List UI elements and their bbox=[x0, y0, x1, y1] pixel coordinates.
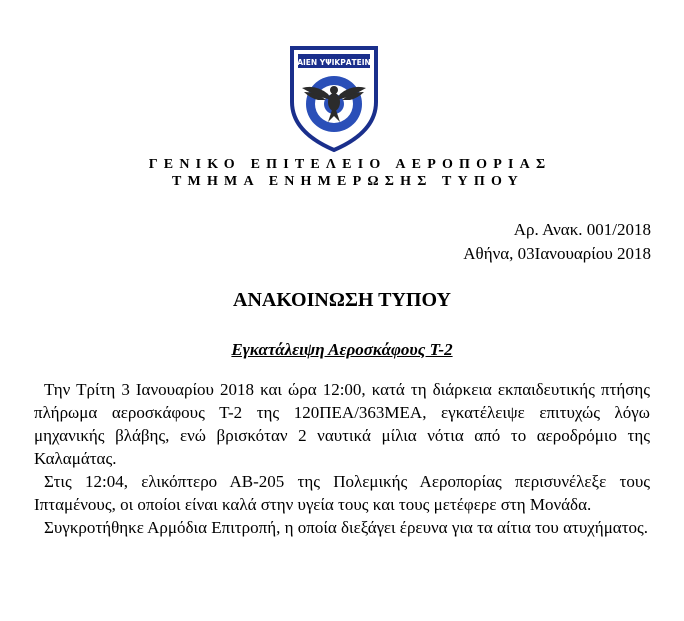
emblem-motto: ΑΙΕΝ ΥΨΙΚΡΑΤΕΙΝ bbox=[297, 58, 371, 67]
body-paragraph: Στις 12:04, ελικόπτερο ΑΒ-205 της Πολεμικής Αεροπορίας περισυνέλεξε τους Ιπταμένους, οι οποίοι είναι καλά στην υγεία τους και τους μετέφερε στη Μονάδα. bbox=[34, 472, 650, 514]
air-force-emblem bbox=[288, 44, 380, 154]
department-name: ΤΜΗΜΑ ΕΝΗΜΕΡΩΣΗΣ ΤΥΠΟΥ bbox=[172, 174, 524, 189]
document-title: ΑΝΑΚΟΙΝΩΣΗ ΤΥΠΟΥ bbox=[233, 289, 451, 311]
body-paragraph: Την Τρίτη 3 Ιανουαρίου 2018 και ώρα 12:00, κατά τη διάρκεια εκπαιδευτικής πτήσης πλήρωμα αεροσκάφους Τ-2 της 120ΠΕΑ/363ΜΕΑ, εγκατέλειψε επιτυχώς λόγω μηχανικής βλάβης, ενώ βρισκόταν 2 ναυτικά μίλια νότια από το αεροδρόμιο της Καλαμάτας. bbox=[34, 380, 650, 468]
document-subject: Εγκατάλειψη Αεροσκάφους Τ-2 bbox=[231, 340, 453, 359]
announcement-number: Αρ. Ανακ. 001/2018 bbox=[513, 220, 651, 239]
shield-icon bbox=[288, 44, 380, 154]
body-paragraph: Συγκροτήθηκε Αρμόδια Επιτροπή, η οποία διεξάγει έρευνα για τα αίτια του ατυχήματος. bbox=[44, 518, 649, 537]
announcement-body bbox=[34, 378, 650, 539]
place-and-date: Αθήνα, 03Ιανουαρίου 2018 bbox=[463, 244, 651, 263]
organization-name: ΓΕΝΙΚΟ ΕΠΙΤΕΛΕΙΟ ΑΕΡΟΠΟΡΙΑΣ bbox=[148, 157, 552, 172]
